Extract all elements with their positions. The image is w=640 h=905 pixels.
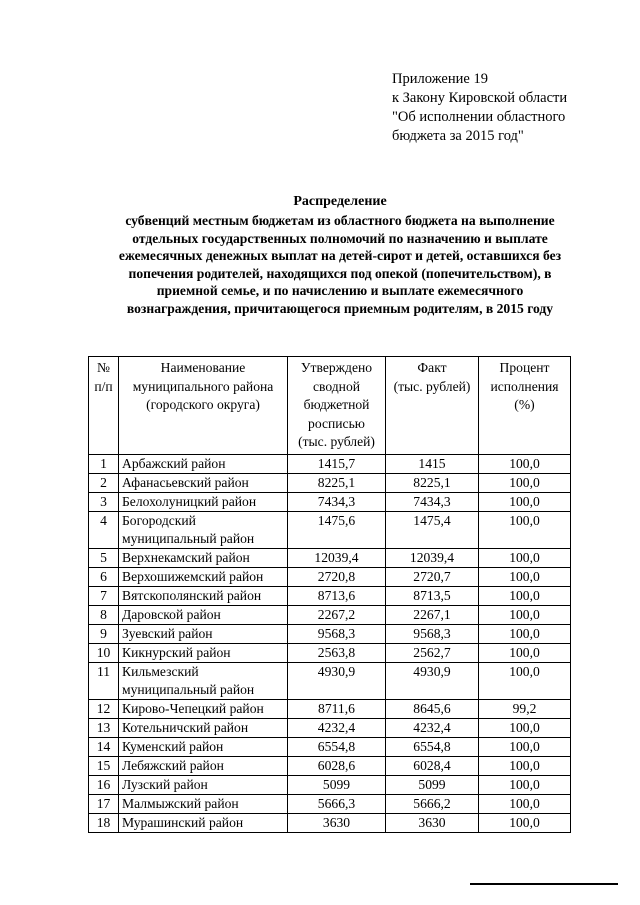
cell-approved: 5666,3 xyxy=(288,794,386,813)
cell-percent: 100,0 xyxy=(479,473,571,492)
cell-actual: 8225,1 xyxy=(386,473,479,492)
cell-district-name: Зуевский район xyxy=(119,624,288,643)
table-row xyxy=(89,548,571,567)
table-row xyxy=(89,586,571,605)
table-row xyxy=(89,662,571,699)
cell-approved: 3630 xyxy=(288,813,386,832)
cell-approved: 6028,6 xyxy=(288,756,386,775)
cell-approved: 8225,1 xyxy=(288,473,386,492)
cell-district-name: Котельничский район xyxy=(119,718,288,737)
cell-percent: 100,0 xyxy=(479,662,571,699)
cell-district-name: Белохолуницкий район xyxy=(119,492,288,511)
cell-district-name: Кильмезский муниципальный район xyxy=(119,662,288,699)
appendix-line: бюджета за 2015 год" xyxy=(392,128,524,144)
cell-actual: 9568,3 xyxy=(386,624,479,643)
cell-approved: 8713,6 xyxy=(288,586,386,605)
cell-approved: 4232,4 xyxy=(288,718,386,737)
cell-approved: 2267,2 xyxy=(288,605,386,624)
table-header-row xyxy=(89,357,571,455)
subheading-line: вознаграждения, причитающегося приемным родителям, в 2015 году xyxy=(126,300,554,316)
table-row xyxy=(89,813,571,832)
cell-percent: 100,0 xyxy=(479,643,571,662)
cell-district-name: Куменский район xyxy=(119,737,288,756)
cell-district-name: Верхнекамский район xyxy=(119,548,288,567)
cell-percent: 100,0 xyxy=(479,737,571,756)
document-heading: Распределение xyxy=(293,194,387,209)
cell-percent: 100,0 xyxy=(479,567,571,586)
appendix-reference xyxy=(392,70,567,146)
header-approved: Утверждено сводной бюджетной росписью (тыс. рублей) xyxy=(288,357,386,455)
subsidy-table xyxy=(88,356,571,833)
cell-number: 13 xyxy=(89,718,119,737)
cell-district-name: Кикнурский район xyxy=(119,643,288,662)
header-number: № п/п xyxy=(89,357,119,455)
table-row xyxy=(89,737,571,756)
appendix-line: "Об исполнении областного xyxy=(392,109,566,125)
cell-actual: 5666,2 xyxy=(386,794,479,813)
cell-percent: 100,0 xyxy=(479,511,571,548)
subheading-line: попечения родителей, находящихся под опекой (попечительством), в xyxy=(128,265,552,281)
cell-district-name: Богородский муниципальный район xyxy=(119,511,288,548)
cell-number: 17 xyxy=(89,794,119,813)
cell-approved: 7434,3 xyxy=(288,492,386,511)
cell-percent: 100,0 xyxy=(479,756,571,775)
cell-actual: 5099 xyxy=(386,775,479,794)
cell-number: 8 xyxy=(89,605,119,624)
cell-approved: 1415,7 xyxy=(288,454,386,473)
cell-approved: 9568,3 xyxy=(288,624,386,643)
cell-actual: 1475,4 xyxy=(386,511,479,548)
cell-actual: 8713,5 xyxy=(386,586,479,605)
cell-percent: 100,0 xyxy=(479,605,571,624)
signature-line xyxy=(470,883,618,885)
cell-actual: 7434,3 xyxy=(386,492,479,511)
cell-district-name: Вятскополянский район xyxy=(119,586,288,605)
cell-approved: 12039,4 xyxy=(288,548,386,567)
cell-percent: 100,0 xyxy=(479,775,571,794)
table-row xyxy=(89,567,571,586)
table-row xyxy=(89,492,571,511)
cell-number: 12 xyxy=(89,699,119,718)
cell-actual: 4232,4 xyxy=(386,718,479,737)
cell-number: 7 xyxy=(89,586,119,605)
cell-district-name: Мурашинский район xyxy=(119,813,288,832)
table-row xyxy=(89,605,571,624)
cell-approved: 2563,8 xyxy=(288,643,386,662)
cell-actual: 1415 xyxy=(386,454,479,473)
cell-actual: 3630 xyxy=(386,813,479,832)
table-row xyxy=(89,454,571,473)
cell-approved: 4930,9 xyxy=(288,662,386,699)
header-district-name: Наименование муниципального района (городского округа) xyxy=(119,357,288,455)
header-actual: Факт (тыс. рублей) xyxy=(386,357,479,455)
cell-number: 4 xyxy=(89,511,119,548)
cell-actual: 6554,8 xyxy=(386,737,479,756)
table-row xyxy=(89,756,571,775)
cell-actual: 4930,9 xyxy=(386,662,479,699)
cell-number: 14 xyxy=(89,737,119,756)
cell-district-name: Лебяжский район xyxy=(119,756,288,775)
table-row xyxy=(89,775,571,794)
cell-district-name: Малмыжский район xyxy=(119,794,288,813)
cell-percent: 100,0 xyxy=(479,548,571,567)
cell-approved: 8711,6 xyxy=(288,699,386,718)
cell-number: 3 xyxy=(89,492,119,511)
cell-number: 9 xyxy=(89,624,119,643)
table-row xyxy=(89,473,571,492)
cell-number: 2 xyxy=(89,473,119,492)
cell-actual: 2267,1 xyxy=(386,605,479,624)
cell-percent: 100,0 xyxy=(479,794,571,813)
cell-percent: 100,0 xyxy=(479,813,571,832)
cell-district-name: Верхошижемский район xyxy=(119,567,288,586)
cell-actual: 2562,7 xyxy=(386,643,479,662)
cell-district-name: Кирово-Чепецкий район xyxy=(119,699,288,718)
appendix-line: Приложение 19 xyxy=(392,71,488,87)
cell-approved: 2720,8 xyxy=(288,567,386,586)
cell-actual: 8645,6 xyxy=(386,699,479,718)
document-subheading xyxy=(60,212,620,317)
subheading-line: приемной семье, и по начислению и выплате ежемесячного xyxy=(156,283,524,298)
subheading-line: отдельных государственных полномочий по назначению и выплате xyxy=(132,230,548,246)
cell-percent: 100,0 xyxy=(479,586,571,605)
cell-approved: 1475,6 xyxy=(288,511,386,548)
cell-number: 16 xyxy=(89,775,119,794)
cell-number: 1 xyxy=(89,454,119,473)
cell-percent: 100,0 xyxy=(479,718,571,737)
table-row xyxy=(89,643,571,662)
cell-actual: 2720,7 xyxy=(386,567,479,586)
cell-percent: 100,0 xyxy=(479,492,571,511)
cell-approved: 6554,8 xyxy=(288,737,386,756)
cell-district-name: Лузский район xyxy=(119,775,288,794)
cell-number: 15 xyxy=(89,756,119,775)
subheading-line: субвенций местным бюджетам из областного бюджета на выполнение xyxy=(125,213,555,228)
cell-number: 5 xyxy=(89,548,119,567)
cell-number: 10 xyxy=(89,643,119,662)
cell-percent: 100,0 xyxy=(479,624,571,643)
header-percent: Процент исполнения (%) xyxy=(479,357,571,455)
table-row xyxy=(89,511,571,548)
cell-percent: 100,0 xyxy=(479,454,571,473)
table-row xyxy=(89,624,571,643)
appendix-line: к Закону Кировской области xyxy=(392,90,568,106)
table-row xyxy=(89,794,571,813)
cell-district-name: Афанасьевский район xyxy=(119,473,288,492)
cell-percent: 99,2 xyxy=(479,699,571,718)
table-row xyxy=(89,699,571,718)
cell-number: 18 xyxy=(89,813,119,832)
subheading-line: ежемесячных денежных выплат на детей-сирот и детей, оставшихся без xyxy=(118,248,562,263)
cell-number: 6 xyxy=(89,567,119,586)
cell-district-name: Арбажский район xyxy=(119,454,288,473)
cell-actual: 12039,4 xyxy=(386,548,479,567)
cell-approved: 5099 xyxy=(288,775,386,794)
table-body xyxy=(89,454,571,832)
cell-number: 11 xyxy=(89,662,119,699)
cell-district-name: Даровской район xyxy=(119,605,288,624)
cell-actual: 6028,4 xyxy=(386,756,479,775)
table-row xyxy=(89,718,571,737)
